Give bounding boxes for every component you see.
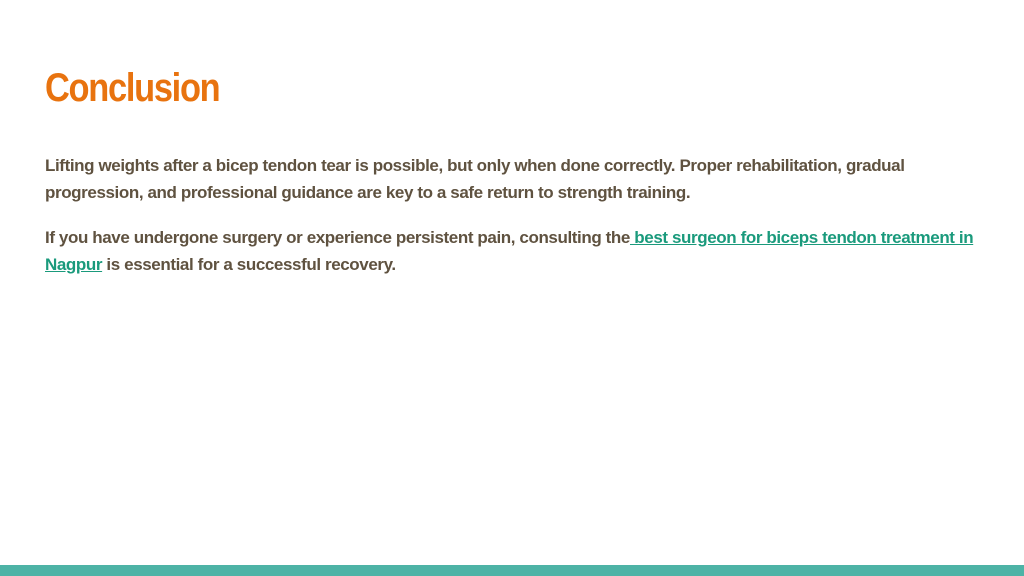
bottom-accent-bar xyxy=(0,565,1024,576)
surgeon-link[interactable]: best surgeon for biceps tendon treatment in Nagpur xyxy=(45,228,974,274)
paragraph-recommendation-tail: is essential for a successful recovery. xyxy=(102,255,396,274)
paragraph-recommendation xyxy=(45,224,985,278)
paragraph-recommendation-lead: If you have undergone surgery or experience persistent pain, consulting the xyxy=(45,228,630,247)
slide-title: Conclusion xyxy=(45,66,220,110)
paragraph-summary: Lifting weights after a bicep tendon tear is possible, but only when done correctly. Proper rehabilitation, gradual progression, and professional guidance are key to a safe return to strength training. xyxy=(45,156,905,202)
slide-body xyxy=(45,152,985,296)
